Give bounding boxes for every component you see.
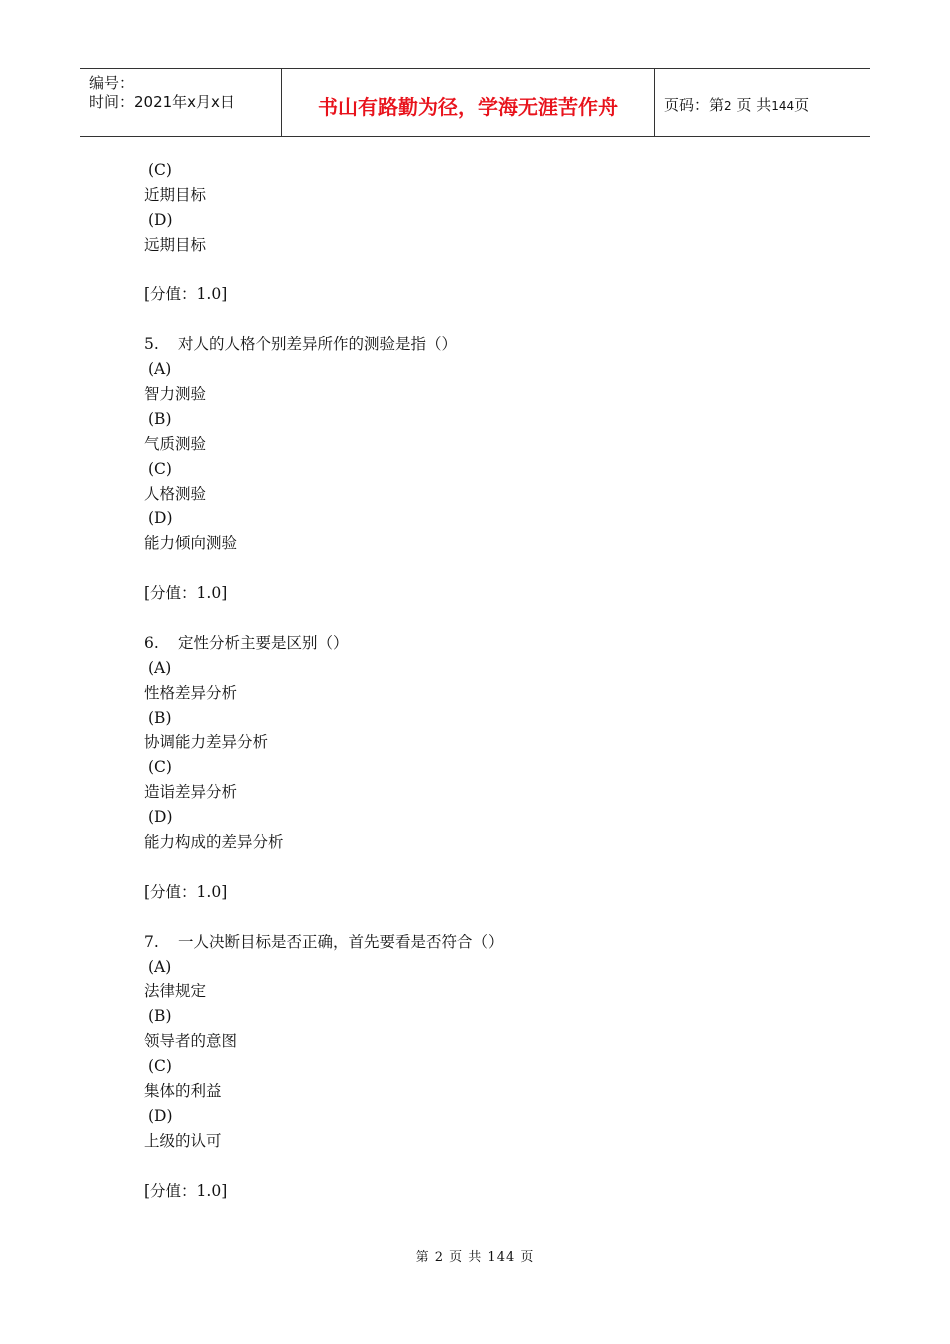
page-header bbox=[80, 68, 870, 137]
question-list bbox=[144, 158, 844, 1203]
question-number: 5. bbox=[144, 335, 159, 354]
option-letter: (C) bbox=[148, 161, 172, 179]
question-block-6 bbox=[144, 631, 844, 930]
option-text: 能力倾向测验 bbox=[144, 534, 238, 553]
question-stem bbox=[144, 631, 844, 656]
option-letter: (B) bbox=[148, 708, 172, 727]
continuation-block bbox=[144, 158, 844, 332]
header-page-cell bbox=[655, 69, 870, 136]
option-text: 协调能力差异分析 bbox=[144, 733, 269, 752]
code-label: 编号： bbox=[89, 74, 135, 92]
score-label: [分值：1.0] bbox=[144, 882, 228, 901]
option-text: 法律规定 bbox=[144, 982, 207, 1001]
score-label: [分值：1.0] bbox=[144, 584, 228, 603]
option-letter: (A) bbox=[148, 658, 172, 677]
question-block-7 bbox=[144, 930, 844, 1204]
option-text: 能力构成的差异分析 bbox=[144, 833, 284, 852]
question-stem bbox=[144, 930, 844, 955]
option-letter: (C) bbox=[148, 758, 172, 777]
score-label: [分值：1.0] bbox=[144, 1181, 228, 1200]
page-indicator bbox=[664, 94, 809, 115]
question-number: 6. bbox=[144, 633, 159, 652]
option-letter: (B) bbox=[148, 409, 172, 428]
option-letter: (D) bbox=[148, 1106, 173, 1125]
header-motto-cell bbox=[282, 69, 655, 136]
option-letter: (D) bbox=[148, 808, 173, 827]
score-label: [分值：1.0] bbox=[144, 285, 228, 304]
option-text: 远期目标 bbox=[144, 235, 207, 254]
question-stem bbox=[144, 332, 844, 357]
question-number: 7. bbox=[144, 932, 159, 951]
motto: 书山有路勤为径，学海无涯苦作舟 bbox=[318, 95, 618, 119]
option-letter: (A) bbox=[148, 360, 172, 379]
page-prefix: 页码：第 bbox=[664, 96, 725, 114]
option-text: 造诣差异分析 bbox=[144, 783, 238, 802]
option-text: 性格差异分析 bbox=[144, 683, 238, 702]
question-text: 定性分析主要是区别（） bbox=[178, 633, 349, 652]
option-letter: (D) bbox=[148, 210, 173, 229]
option-text: 智力测验 bbox=[144, 385, 207, 404]
option-text: 人格测验 bbox=[144, 484, 207, 503]
question-block-5 bbox=[144, 332, 844, 631]
option-letter: (C) bbox=[148, 1057, 172, 1076]
option-text: 集体的利益 bbox=[144, 1081, 222, 1100]
header-meta-cell bbox=[80, 69, 282, 136]
option-text: 上级的认可 bbox=[144, 1131, 222, 1150]
page-total: 144 bbox=[771, 99, 795, 113]
question-text: 一人决断目标是否正确，首先要看是否符合（） bbox=[178, 932, 504, 951]
option-text: 领导者的意图 bbox=[144, 1032, 238, 1051]
page-suffix: 页 bbox=[794, 96, 810, 114]
option-letter: (A) bbox=[148, 957, 172, 976]
option-letter: (D) bbox=[148, 509, 173, 528]
option-text: 气质测验 bbox=[144, 434, 207, 453]
page-footer: 第 2 页 共 144 页 bbox=[415, 1250, 535, 1265]
page-mid: 页 共 bbox=[736, 96, 772, 114]
page-number: 2 bbox=[724, 99, 732, 113]
option-text: 近期目标 bbox=[144, 185, 207, 204]
question-text: 对人的人格个别差异所作的测验是指（） bbox=[178, 335, 458, 354]
option-letter: (B) bbox=[148, 1007, 172, 1026]
date-line: 时间：2021年x月x日 bbox=[89, 93, 235, 111]
option-letter: (C) bbox=[148, 459, 172, 478]
